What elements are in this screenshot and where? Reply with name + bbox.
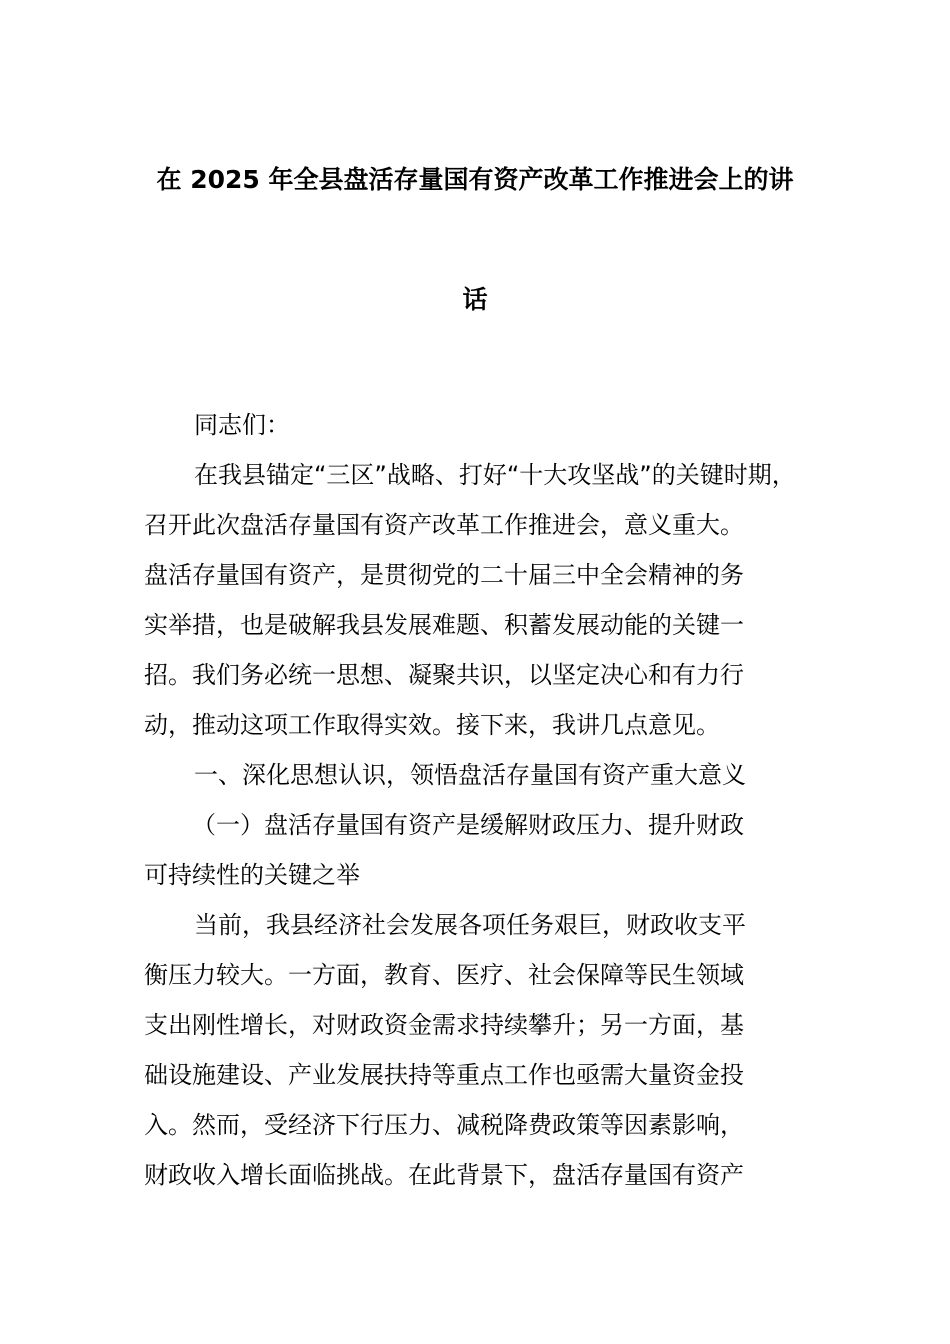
paragraph-line: 财政收入增长面临挑战。在此背景下，盘活存量国有资产 bbox=[144, 1161, 744, 1189]
paragraph-line: 招。我们务必统一思想、凝聚共识，以坚定决心和有力行 bbox=[144, 661, 744, 689]
section-heading: 一、深化思想认识，领悟盘活存量国有资产重大意义 bbox=[194, 761, 746, 789]
paragraph-line: 础设施建设、产业发展扶持等重点工作也亟需大量资金投 bbox=[144, 1061, 744, 1089]
document-body bbox=[144, 400, 834, 1200]
paragraph-line: 衡压力较大。一方面，教育、医疗、社会保障等民生领域 bbox=[144, 961, 744, 989]
paragraph-line: 入。然而，受经济下行压力、减税降费政策等因素影响， bbox=[144, 1111, 744, 1139]
paragraph-line: 当前，我县经济社会发展各项任务艰巨，财政收支平 bbox=[194, 911, 746, 939]
paragraph-line: 支出刚性增长，对财政资金需求持续攀升；另一方面，基 bbox=[144, 1011, 744, 1039]
paragraph-line: 实举措，也是破解我县发展难题、积蓄发展动能的关键一 bbox=[144, 611, 744, 639]
subsection-heading: （一）盘活存量国有资产是缓解财政压力、提升财政 bbox=[192, 811, 744, 839]
salutation: 同志们： bbox=[194, 411, 290, 439]
paragraph-line: 盘活存量国有资产，是贯彻党的二十届三中全会精神的务 bbox=[144, 561, 744, 589]
paragraph-line: 在我县锚定“三区”战略、打好“十大攻坚战”的关键时期， bbox=[194, 461, 796, 489]
document-title-line-1: 在 2025 年全县盘活存量国有资产改革工作推进会上的讲 bbox=[156, 165, 794, 194]
paragraph-line: 动，推动这项工作取得实效。接下来，我讲几点意见。 bbox=[144, 711, 720, 739]
subsection-heading-continued: 可持续性的关键之举 bbox=[144, 861, 360, 889]
document-title-line-2: 话 bbox=[462, 285, 488, 314]
paragraph-line: 召开此次盘活存量国有资产改革工作推进会，意义重大。 bbox=[144, 511, 744, 539]
